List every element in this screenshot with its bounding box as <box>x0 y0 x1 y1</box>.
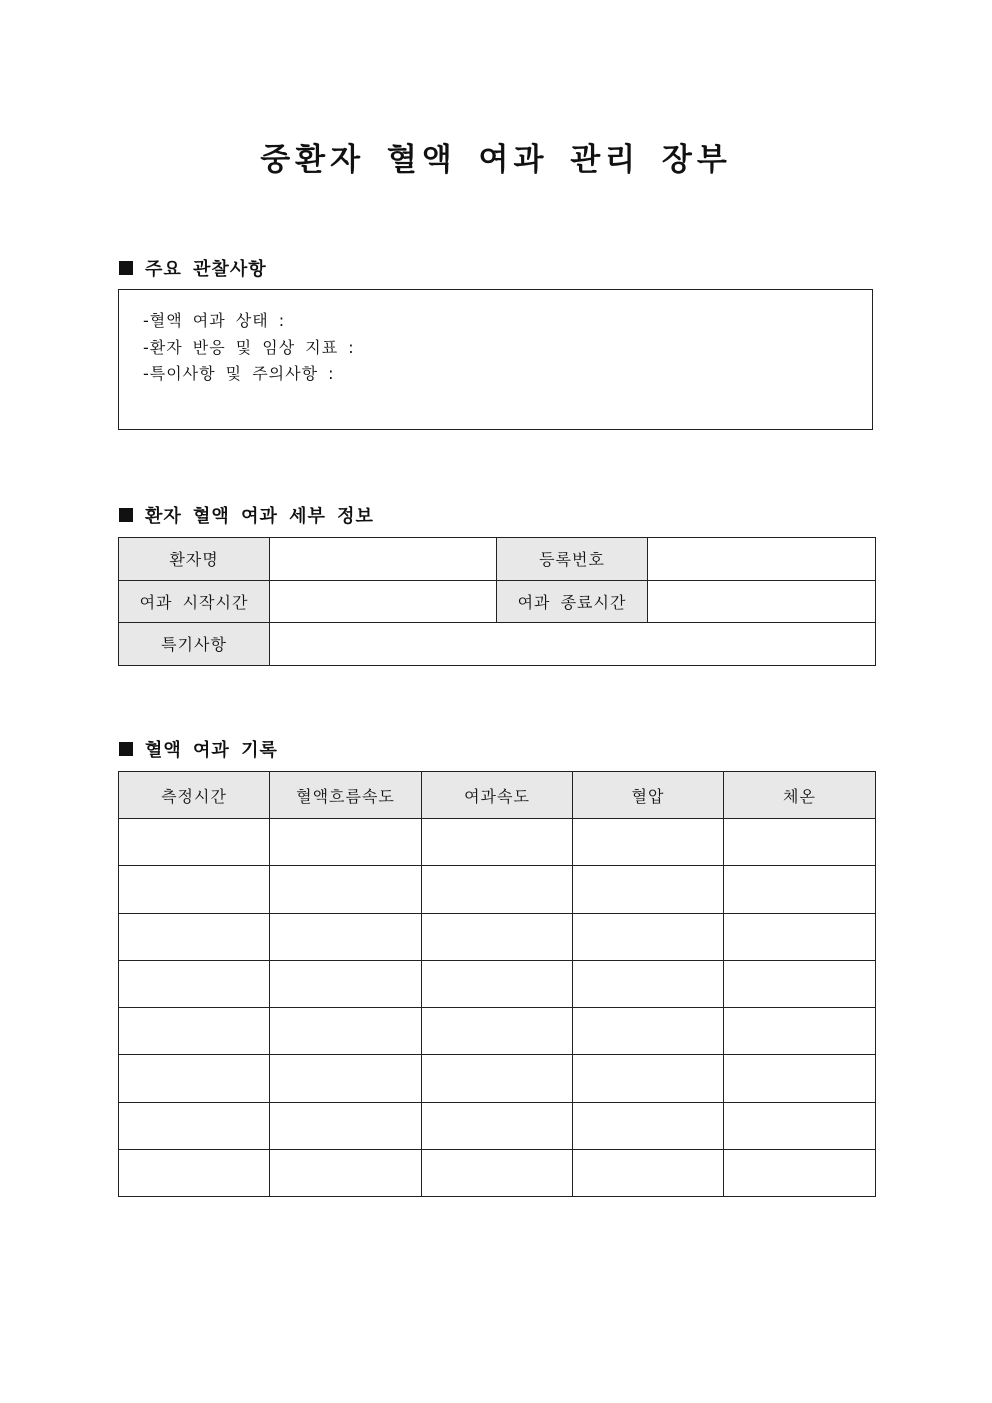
column-header-filtration-rate: 여과속도 <box>422 772 573 819</box>
table-cell[interactable] <box>724 819 876 866</box>
records-heading-label: 혈액 여과 기록 <box>145 740 278 761</box>
table-row <box>119 866 876 913</box>
table-cell[interactable] <box>270 819 422 866</box>
start-time-label: 여과 시작시간 <box>119 580 270 623</box>
table-cell[interactable] <box>270 960 422 1007</box>
end-time-label: 여과 종료시간 <box>497 580 648 623</box>
table-cell[interactable] <box>422 1102 573 1149</box>
table-cell[interactable] <box>422 866 573 913</box>
black-square-icon <box>119 261 133 275</box>
page-title: 중환자 혈액 여과 관리 장부 <box>260 142 732 178</box>
table-cell[interactable] <box>573 1008 724 1055</box>
table-row <box>119 913 876 960</box>
records-heading <box>119 736 278 762</box>
table-cell[interactable] <box>270 1008 422 1055</box>
table-row <box>119 1008 876 1055</box>
patient-name-field[interactable] <box>270 538 497 581</box>
observations-heading-label: 주요 관찰사항 <box>145 259 267 280</box>
table-cell[interactable] <box>422 960 573 1007</box>
table-cell[interactable] <box>422 1055 573 1102</box>
black-square-icon <box>119 742 133 756</box>
remarks-field[interactable] <box>270 623 876 666</box>
table-cell[interactable] <box>119 866 270 913</box>
table-cell[interactable] <box>573 819 724 866</box>
table-cell[interactable] <box>119 913 270 960</box>
table-row <box>119 538 876 581</box>
start-time-field[interactable] <box>270 580 497 623</box>
table-cell[interactable] <box>573 1102 724 1149</box>
observation-line-patient-response: -환자 반응 및 임상 지표 : <box>143 337 355 357</box>
table-cell[interactable] <box>119 960 270 1007</box>
observations-box[interactable] <box>118 289 873 430</box>
column-header-blood-flow-rate: 혈액흐름속도 <box>270 772 422 819</box>
table-cell[interactable] <box>724 1055 876 1102</box>
table-cell[interactable] <box>573 913 724 960</box>
table-cell[interactable] <box>270 913 422 960</box>
table-cell[interactable] <box>573 960 724 1007</box>
column-header-measure-time: 측정시간 <box>119 772 270 819</box>
patient-info-table <box>118 537 876 666</box>
table-cell[interactable] <box>724 866 876 913</box>
patient-info-heading <box>119 502 374 528</box>
registration-number-label: 등록번호 <box>497 538 648 581</box>
table-cell[interactable] <box>573 1150 724 1197</box>
observation-line-filtration-status: -혈액 여과 상태 : <box>143 311 286 330</box>
table-row <box>119 960 876 1007</box>
table-cell[interactable] <box>119 1150 270 1197</box>
patient-info-heading-label: 환자 혈액 여과 세부 정보 <box>145 506 374 527</box>
remarks-label: 특기사항 <box>119 623 270 666</box>
table-row <box>119 1150 876 1197</box>
table-row <box>119 623 876 666</box>
end-time-field[interactable] <box>648 580 876 623</box>
records-table <box>118 771 876 1197</box>
table-row <box>119 819 876 866</box>
table-header-row <box>119 772 876 819</box>
table-cell[interactable] <box>270 1102 422 1149</box>
table-cell[interactable] <box>724 1102 876 1149</box>
table-cell[interactable] <box>573 1055 724 1102</box>
table-cell[interactable] <box>270 1150 422 1197</box>
table-row <box>119 1055 876 1102</box>
table-row <box>119 580 876 623</box>
table-cell[interactable] <box>422 1008 573 1055</box>
black-square-icon <box>119 508 133 522</box>
observation-line-special-notes: -특이사항 및 주의사항 : <box>143 364 335 383</box>
registration-number-field[interactable] <box>648 538 876 581</box>
table-cell[interactable] <box>573 866 724 913</box>
table-cell[interactable] <box>270 1055 422 1102</box>
table-cell[interactable] <box>422 913 573 960</box>
observations-heading <box>119 255 267 281</box>
table-cell[interactable] <box>119 1008 270 1055</box>
table-cell[interactable] <box>119 819 270 866</box>
patient-name-label: 환자명 <box>119 538 270 581</box>
table-cell[interactable] <box>724 1150 876 1197</box>
table-cell[interactable] <box>119 1055 270 1102</box>
table-cell[interactable] <box>119 1102 270 1149</box>
table-row <box>119 1102 876 1149</box>
table-cell[interactable] <box>270 866 422 913</box>
table-cell[interactable] <box>422 1150 573 1197</box>
table-cell[interactable] <box>724 1008 876 1055</box>
table-cell[interactable] <box>422 819 573 866</box>
column-header-temperature: 체온 <box>724 772 876 819</box>
table-cell[interactable] <box>724 960 876 1007</box>
column-header-blood-pressure: 혈압 <box>573 772 724 819</box>
table-cell[interactable] <box>724 913 876 960</box>
